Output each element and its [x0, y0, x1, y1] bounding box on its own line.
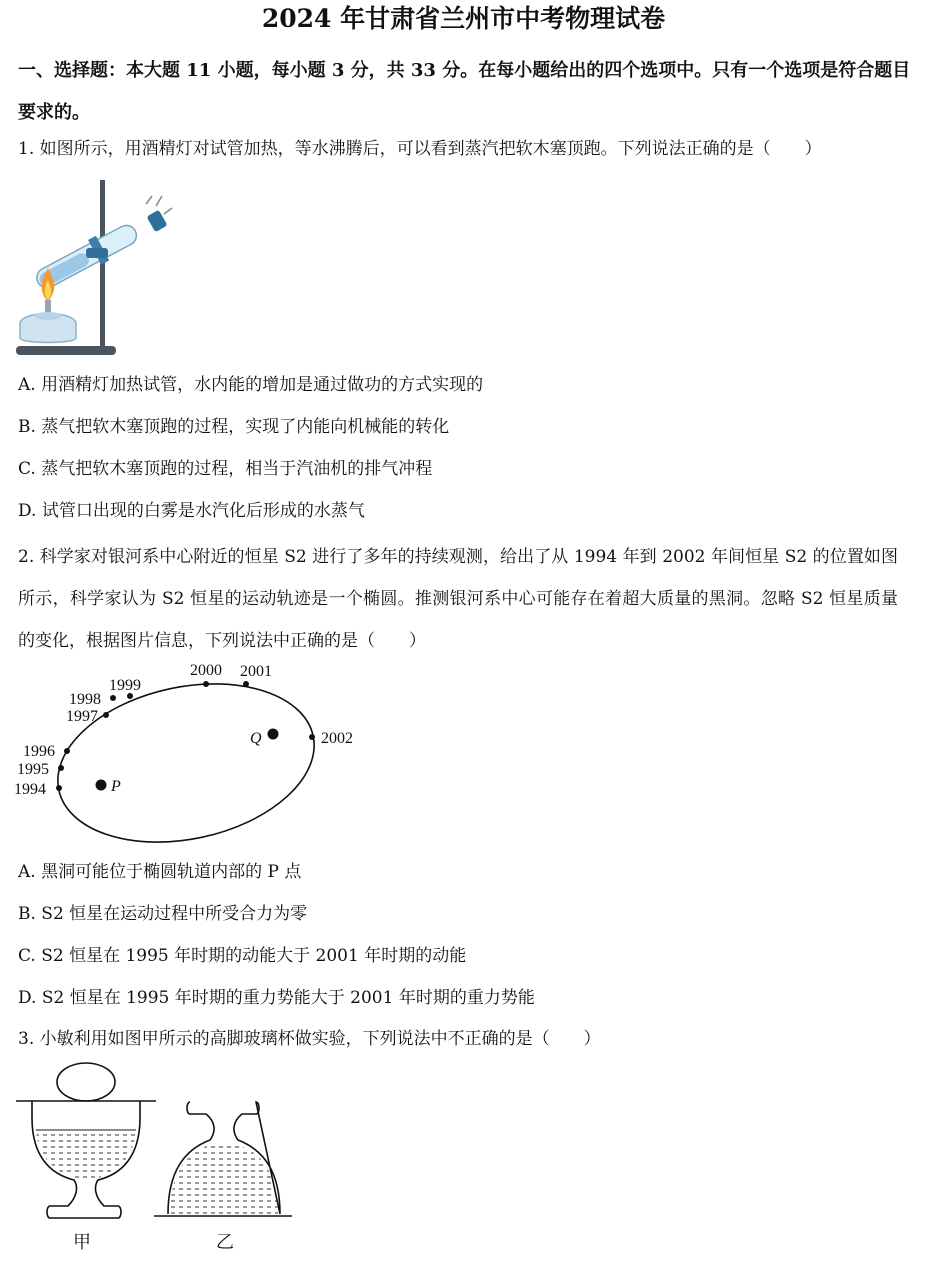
question-2-option-d: D. S2 恒星在 1995 年时期的重力势能大于 2001 年时期的重力势能 [18, 988, 535, 1008]
orbit-point-1998 [110, 695, 116, 701]
section-heading: 一、选择题：本大题 11 小题，每小题 3 分，共 33 分。在每小题给出的四个选项中。只有一个选项是符合题目要求的。 [18, 60, 911, 123]
year-label-1999: 1999 [109, 677, 141, 694]
question-1-option-b: B. 蒸气把软木塞顶跑的过程，实现了内能向机械能的转化 [18, 417, 450, 437]
year-label-2000: 2000 [190, 662, 222, 679]
year-label-1997: 1997 [66, 708, 98, 725]
orbit-point-2000 [203, 681, 209, 687]
year-label-1994: 1994 [14, 781, 46, 798]
orbit-point-1996 [64, 748, 70, 754]
orbit-point-2002 [309, 734, 315, 740]
orbit-point-2001 [243, 681, 249, 687]
point-q-dot [268, 729, 279, 740]
figure-caption-jia: 甲 [73, 1232, 91, 1253]
question-2-option-a: A. 黑洞可能位于椭圆轨道内部的 P 点 [18, 862, 302, 882]
point-p-dot [96, 780, 107, 791]
question-3-stem: 3. 小敏利用如图甲所示的高脚玻璃杯做实验，下列说法中不正确的是（ ） [18, 1029, 601, 1049]
goblet-yi-water [170, 1144, 278, 1214]
figure-caption-yi: 乙 [216, 1232, 234, 1253]
year-label-1995: 1995 [17, 761, 49, 778]
year-label-1998: 1998 [69, 691, 101, 708]
question-1-stem: 1. 如图所示，用酒精灯对试管加热，等水沸腾后，可以看到蒸汽把软木塞顶跑。下列说法正确的是（ ） [18, 139, 822, 159]
clamp [86, 248, 108, 258]
point-p-label: P [111, 778, 121, 795]
orbit-point-1997 [103, 712, 109, 718]
stand-rod [100, 180, 105, 350]
lamp-wick [45, 300, 51, 314]
goblet-jia [16, 1063, 156, 1218]
year-label-2002: 2002 [321, 730, 353, 747]
question-1-option-d: D. 试管口出现的白雾是水汽化后形成的水蒸气 [18, 501, 365, 521]
year-label-1996: 1996 [23, 743, 55, 760]
orbit-point-1995 [58, 765, 64, 771]
year-label-2001: 2001 [240, 663, 272, 680]
question-2-option-c: C. S2 恒星在 1995 年时期的动能大于 2001 年时期的动能 [18, 946, 467, 966]
s2-orbit-figure [0, 650, 380, 860]
question-1-option-c: C. 蒸气把软木塞顶跑的过程，相当于汽油机的排气冲程 [18, 459, 433, 479]
goblet-figures [10, 1060, 300, 1230]
egg [57, 1063, 115, 1101]
alcohol-lamp-test-tube-figure [14, 176, 174, 362]
goblet-jia-water [36, 1130, 136, 1178]
orbit-point-1994 [56, 785, 62, 791]
question-2-stem: 2. 科学家对银河系中心附近的恒星 S2 进行了多年的持续观测，给出了从 1994 年到 2002 年间恒星 S2 的位置如图所示，科学家认为 S2 恒星的运动轨迹是一个椭圆。推测银河系中心可能存在着超大质量的黑洞。忽略 S2 恒星质量的变化，根据图片信息，下列说法中正确的是（ ） [18, 547, 898, 651]
page-title: 2024 年甘肃省兰州市中考物理试卷 [261, 4, 666, 33]
goblet-yi [154, 1102, 292, 1216]
point-q-label: Q [250, 730, 262, 747]
question-1-option-a: A. 用酒精灯加热试管，水内能的增加是通过做功的方式实现的 [18, 375, 484, 395]
question-2-option-b: B. S2 恒星在运动过程中所受合力为零 [18, 904, 308, 924]
